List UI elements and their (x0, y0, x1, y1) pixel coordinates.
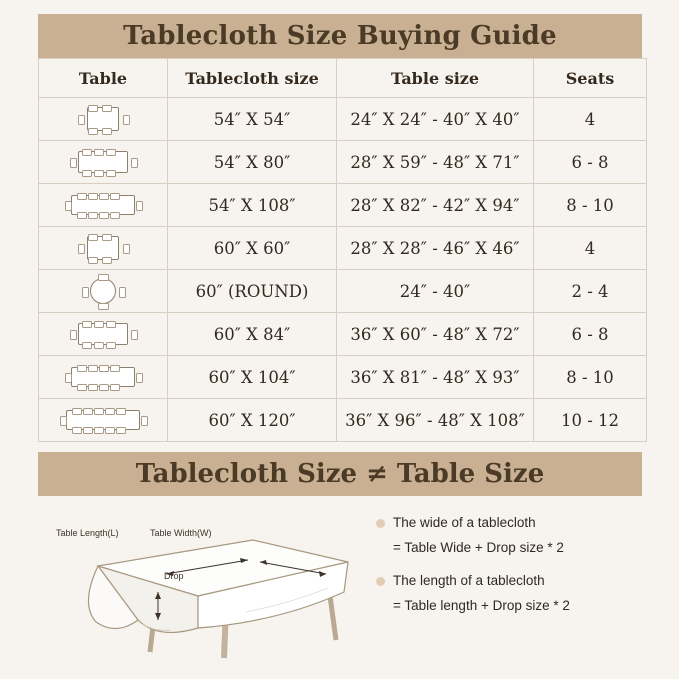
chair (72, 408, 82, 415)
table-size-cell: 28″ X 82″ - 42″ X 94″ (337, 184, 534, 227)
notes-list (376, 514, 642, 630)
label-drop: Drop (164, 571, 184, 581)
table-shape-cell (39, 270, 168, 313)
seats-cell: 8 - 10 (534, 356, 647, 399)
seats-cell: 4 (534, 98, 647, 141)
chair (110, 212, 120, 219)
seats-cell: 2 - 4 (534, 270, 647, 313)
chair (88, 193, 98, 200)
chair (88, 365, 98, 372)
chair (78, 115, 85, 125)
chair (131, 330, 138, 340)
table-row (39, 227, 647, 270)
chair (136, 373, 143, 383)
note-formula-text: = Table Wide + Drop size * 2 (393, 539, 564, 555)
chair (110, 193, 120, 200)
size-guide-table (38, 58, 647, 442)
table-shape-cell (39, 98, 168, 141)
column-header-table-size: Table size (337, 59, 534, 98)
chair (136, 201, 143, 211)
seats-cell: 6 - 8 (534, 313, 647, 356)
table-diagram-rect-3 (40, 400, 166, 440)
seats-cell: 10 - 12 (534, 399, 647, 442)
chair (123, 244, 130, 254)
table-size-cell: 36″ X 81″ - 48″ X 93″ (337, 356, 534, 399)
chair (88, 212, 98, 219)
header-row (39, 59, 647, 98)
chair (94, 342, 104, 349)
table-size-cell: 24″ X 24″ - 40″ X 40″ (337, 98, 534, 141)
chair (82, 170, 92, 177)
chair (116, 427, 126, 434)
table-row (39, 270, 647, 313)
chair (98, 274, 109, 281)
chair (82, 287, 89, 298)
subtitle-banner (38, 452, 642, 496)
column-header-tablecloth-size: Tablecloth size (168, 59, 337, 98)
chair (70, 330, 77, 340)
tablecloth-size-cell: 60″ X 104″ (168, 356, 337, 399)
tablecloth-size-cell: 54″ X 80″ (168, 141, 337, 184)
table-row (39, 141, 647, 184)
chair (83, 408, 93, 415)
column-header-table: Table (39, 59, 168, 98)
table-shape-cell (39, 227, 168, 270)
title-banner (38, 14, 642, 58)
chair (141, 416, 148, 426)
table-shape-cell (39, 313, 168, 356)
tabletop-round (90, 278, 116, 304)
note-item (376, 514, 642, 556)
page-title: Tablecloth Size Buying Guide (123, 21, 557, 51)
chair (77, 384, 87, 391)
chair (88, 234, 98, 241)
table-shape-cell (39, 141, 168, 184)
chair (94, 149, 104, 156)
chair (65, 373, 72, 383)
chair (82, 342, 92, 349)
seats-cell: 8 - 10 (534, 184, 647, 227)
chair (99, 193, 109, 200)
chair (102, 234, 112, 241)
bullet-icon (376, 577, 385, 586)
chair (119, 287, 126, 298)
chair (77, 212, 87, 219)
seats-cell: 4 (534, 227, 647, 270)
chair (98, 303, 109, 310)
chair (88, 128, 98, 135)
tablecloth-size-cell: 60″ X 60″ (168, 227, 337, 270)
table-diagram-rect-2 (40, 357, 166, 397)
note-row (376, 572, 642, 590)
note-formula-text: = Table length + Drop size * 2 (393, 597, 570, 613)
tablecloth-size-cell: 54″ X 108″ (168, 184, 337, 227)
chair (106, 321, 116, 328)
bottom-section (38, 500, 642, 665)
table-size-cell: 36″ X 60″ - 48″ X 72″ (337, 313, 534, 356)
chair (102, 105, 112, 112)
table-row (39, 399, 647, 442)
chair (110, 384, 120, 391)
note-row (376, 514, 642, 532)
tablecloth-size-cell: 60″ (ROUND) (168, 270, 337, 313)
chair (72, 427, 82, 434)
bullet-icon (376, 519, 385, 528)
chair (94, 427, 104, 434)
table-header (39, 59, 647, 98)
table-size-cell: 28″ X 28″ - 46″ X 46″ (337, 227, 534, 270)
table-diagram-square-small (40, 99, 166, 139)
table-diagram-rect-1 (40, 314, 166, 354)
table-size-cell: 28″ X 59″ - 48″ X 71″ (337, 141, 534, 184)
chair (105, 408, 115, 415)
chair (102, 128, 112, 135)
label-table-width: Table Width(W) (150, 528, 212, 538)
chair (83, 427, 93, 434)
table-shape-cell (39, 184, 168, 227)
tablecloth-drawing (38, 500, 368, 660)
chair (70, 158, 77, 168)
chair (88, 257, 98, 264)
table-row (39, 313, 647, 356)
tablecloth-size-cell: 60″ X 120″ (168, 399, 337, 442)
table-size-cell: 36″ X 96″ - 48″ X 108″ (337, 399, 534, 442)
chair (116, 408, 126, 415)
chair (94, 408, 104, 415)
tablecloth-size-cell: 60″ X 84″ (168, 313, 337, 356)
chair (99, 384, 109, 391)
table-row (39, 356, 647, 399)
table-diagram-square-small (40, 228, 166, 268)
chair (77, 365, 87, 372)
seats-cell: 6 - 8 (534, 141, 647, 184)
chair (78, 244, 85, 254)
chair (105, 427, 115, 434)
note-main-text: The length of a tablecloth (393, 573, 545, 589)
chair (106, 149, 116, 156)
table-body (39, 98, 647, 442)
table-row (39, 184, 647, 227)
chair (99, 212, 109, 219)
subtitle-text: Tablecloth Size ≠ Table Size (135, 459, 545, 489)
label-table-length: Table Length(L) (56, 528, 119, 538)
chair (65, 201, 72, 211)
table-diagram-round (40, 271, 166, 311)
chair (110, 365, 120, 372)
chair (99, 365, 109, 372)
chair (88, 384, 98, 391)
chair (88, 105, 98, 112)
table-diagram-rect-1 (40, 142, 166, 182)
table-shape-cell (39, 399, 168, 442)
chair (60, 416, 67, 426)
chair (94, 170, 104, 177)
chair (102, 257, 112, 264)
chair (82, 149, 92, 156)
chair (82, 321, 92, 328)
note-item (376, 572, 642, 614)
table-shape-cell (39, 356, 168, 399)
table-row (39, 98, 647, 141)
chair (106, 170, 116, 177)
tablecloth-illustration (38, 500, 368, 660)
table-diagram-rect-2 (40, 185, 166, 225)
tablecloth-size-cell: 54″ X 54″ (168, 98, 337, 141)
chair (94, 321, 104, 328)
chair (106, 342, 116, 349)
table-size-cell: 24″ - 40″ (337, 270, 534, 313)
chair (123, 115, 130, 125)
chair (77, 193, 87, 200)
note-main-text: The wide of a tablecloth (393, 515, 536, 530)
column-header-seats: Seats (534, 59, 647, 98)
chair (131, 158, 138, 168)
